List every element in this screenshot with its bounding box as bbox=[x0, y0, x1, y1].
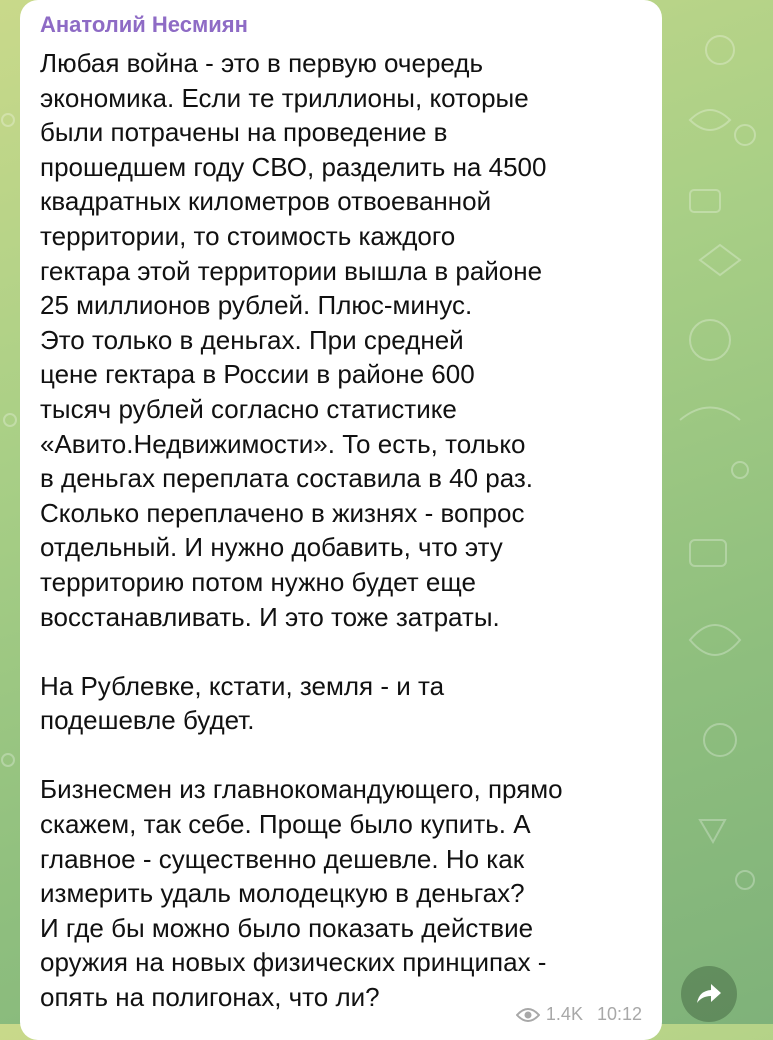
message-line: На Рублевке, кстати, земля - и та bbox=[40, 670, 445, 701]
message-line: квадратных километров отвоеванной bbox=[40, 186, 492, 217]
message-line: отдельный. И нужно добавить, что эту bbox=[40, 532, 503, 563]
message-line: тысяч рублей согласно статистике bbox=[40, 393, 457, 424]
message-line: 25 миллионов рублей. Плюс-минус. bbox=[40, 290, 473, 321]
message-line: цене гектара в России в районе 600 bbox=[40, 359, 475, 390]
paragraph-spacer bbox=[40, 738, 642, 773]
message-line: в деньгах переплата составила в 40 раз. bbox=[40, 463, 534, 494]
message-line: главное - существенно дешевле. Но как bbox=[40, 843, 525, 874]
message-line: гектара этой территории вышла в районе bbox=[40, 255, 543, 286]
message-line: экономика. Если те триллионы, которые bbox=[40, 82, 529, 113]
message-line: подешевле будет. bbox=[40, 705, 255, 736]
message-line: опять на полигонах, что ли? bbox=[40, 982, 380, 1013]
message-meta bbox=[516, 1004, 642, 1025]
forward-button[interactable] bbox=[681, 966, 737, 1022]
message-line: скажем, так себе. Проще было купить. А bbox=[40, 809, 531, 840]
message-bubble[interactable] bbox=[20, 0, 662, 1040]
message-line: измерить удаль молодецкую в деньгах? bbox=[40, 878, 525, 909]
paragraph-spacer bbox=[40, 634, 642, 669]
message-line: Это только в деньгах. При средней bbox=[40, 324, 464, 355]
message-line: Бизнесмен из главнокомандующего, прямо bbox=[40, 774, 563, 805]
message-line: Любая война - это в первую очередь bbox=[40, 48, 484, 78]
message-line: территории, то стоимость каждого bbox=[40, 220, 456, 251]
views-count: 1.4K bbox=[545, 1004, 583, 1024]
sender-name[interactable]: Анатолий Несмиян bbox=[40, 12, 248, 37]
message-time: 10:12 bbox=[596, 1004, 642, 1024]
forward-arrow-icon bbox=[695, 982, 723, 1006]
message-line: «Авито.Недвижимости». То есть, только bbox=[40, 428, 526, 459]
message-text bbox=[40, 46, 642, 1015]
eye-icon bbox=[516, 1007, 540, 1023]
message-line: оружия на новых физических принципах - bbox=[40, 947, 547, 978]
message-line: Сколько переплачено в жизнях - вопрос bbox=[40, 497, 525, 528]
message-line: территорию потом нужно будет еще bbox=[40, 566, 476, 597]
message-line: прошедшем году СВО, разделить на 4500 bbox=[40, 151, 547, 182]
message-line: И где бы можно было показать действие bbox=[40, 912, 534, 943]
message-line: восстанавливать. И это тоже затраты. bbox=[40, 601, 500, 632]
message-line: были потрачены на проведение в bbox=[40, 117, 448, 148]
